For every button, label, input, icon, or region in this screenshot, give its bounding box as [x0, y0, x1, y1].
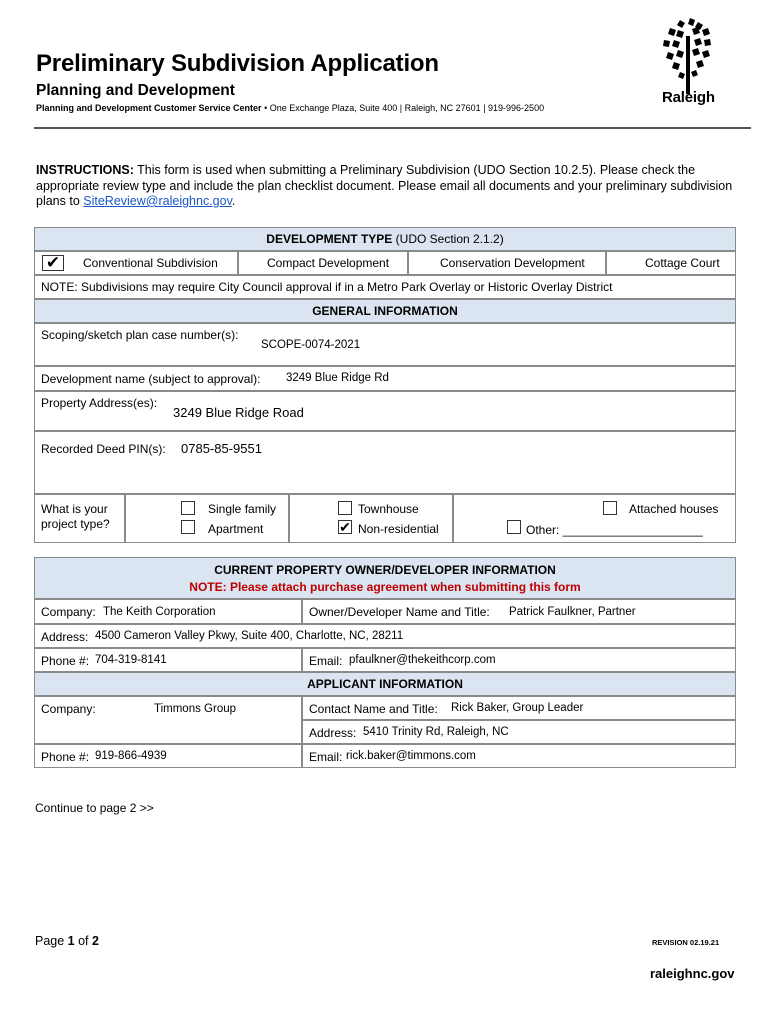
development-type-header — [34, 227, 736, 251]
applicant-contact-value[interactable]: Rick Baker, Group Leader — [451, 702, 584, 714]
page-title: Preliminary Subdivision Application — [36, 50, 439, 77]
applicant-address-cell[interactable] — [302, 720, 736, 744]
applicant-phone-value[interactable]: 919-866-4939 — [95, 750, 167, 762]
general-information-header: GENERAL INFORMATION — [34, 299, 736, 323]
development-type-ref: (UDO Section 2.1.2) — [392, 232, 504, 246]
property-address-row[interactable] — [34, 391, 736, 431]
attached-other-types-cell — [453, 494, 736, 543]
site-review-email-link[interactable]: SiteReview@raleighnc.gov — [83, 194, 232, 208]
header-divider — [34, 127, 751, 129]
page-prefix: Page — [35, 934, 68, 948]
townhouse-checkbox[interactable] — [338, 501, 352, 515]
scoping-case-label: Scoping/sketch plan case number(s): — [41, 328, 239, 342]
development-name-row[interactable] — [34, 366, 736, 391]
applicant-company-cell[interactable] — [34, 696, 302, 744]
page-of: of — [74, 934, 92, 948]
owner-company-cell[interactable] — [34, 599, 302, 624]
instructions-end: . — [231, 194, 236, 208]
applicant-information-header: APPLICANT INFORMATION — [34, 672, 736, 696]
revision-label: REVISION 02.19.21 — [652, 938, 720, 947]
contact-center: Planning and Development Customer Service Center — [36, 103, 262, 113]
other-residential-types-cell — [289, 494, 453, 543]
conventional-subdivision-label: Conventional Subdivision — [83, 256, 218, 270]
single-family-label: Single family — [208, 502, 277, 516]
owner-name-cell[interactable] — [302, 599, 736, 624]
apartment-checkbox[interactable] — [181, 520, 195, 534]
owner-address-row[interactable] — [34, 624, 736, 648]
applicant-address-value[interactable]: 5410 Trinity Rd, Raleigh, NC — [363, 726, 509, 738]
applicant-email-label: Email: — [309, 750, 343, 764]
applicant-company-label: Company: — [41, 702, 96, 716]
instructions — [36, 163, 736, 210]
single-family-checkbox[interactable] — [181, 501, 195, 515]
deed-pin-label: Recorded Deed PIN(s): — [41, 442, 166, 456]
apartment-label: Apartment — [208, 522, 264, 536]
applicant-email-value[interactable]: rick.baker@timmons.com — [346, 750, 476, 762]
conventional-subdivision-checkbox[interactable]: ✔ — [42, 255, 64, 271]
development-name-label: Development name (subject to approval): — [41, 372, 261, 386]
deed-pin-row[interactable] — [34, 431, 736, 494]
owner-developer-header — [34, 557, 736, 599]
applicant-email-cell[interactable] — [302, 744, 736, 768]
owner-company-label: Company: — [41, 605, 96, 619]
applicant-contact-label: Contact Name and Title: — [309, 702, 438, 716]
option-conservation-development[interactable] — [408, 251, 606, 275]
instructions-label: INSTRUCTIONS: — [36, 163, 134, 177]
conservation-development-label: Conservation Development — [440, 256, 585, 270]
other-checkbox[interactable] — [507, 520, 521, 534]
residential-types-cell — [125, 494, 289, 543]
owner-company-value[interactable]: The Keith Corporation — [103, 606, 216, 618]
owner-phone-label: Phone #: — [41, 654, 90, 668]
page-total: 2 — [92, 934, 99, 948]
other-label[interactable]: Other: _____________________ — [526, 523, 703, 537]
instructions-text: This form is used when submitting a Preliminary Subdivision (UDO Section 10.2.5). Please check the appropriate review type and include the plan checklist document. Please email all documents and your preliminary subdivision plans to — [36, 163, 733, 208]
applicant-phone-label: Phone #: — [41, 750, 90, 764]
project-type-question-cell — [34, 494, 125, 543]
development-name-value[interactable]: 3249 Blue Ridge Rd — [286, 372, 389, 384]
property-address-label: Property Address(es): — [41, 396, 158, 410]
applicant-company-value[interactable]: Timmons Group — [154, 703, 237, 715]
cottage-court-label: Cottage Court — [645, 256, 720, 270]
overlay-note-text: NOTE: Subdivisions may require City Council approval if in a Metro Park Overlay or Historic Overlay District — [41, 280, 613, 294]
project-type-question: What is your project type? — [41, 502, 110, 531]
applicant-contact-cell[interactable] — [302, 696, 736, 720]
page-current: 1 — [67, 934, 75, 948]
option-conventional-subdivision[interactable] — [34, 251, 238, 275]
applicant-phone-cell[interactable] — [34, 744, 302, 768]
owner-name-label: Owner/Developer Name and Title: — [309, 605, 490, 619]
owner-name-value[interactable]: Patrick Faulkner, Partner — [509, 606, 636, 618]
owner-phone-value[interactable]: 704-319-8141 — [95, 654, 167, 666]
attached-houses-checkbox[interactable] — [603, 501, 617, 515]
property-address-value[interactable]: 3249 Blue Ridge Road — [173, 405, 304, 420]
townhouse-label: Townhouse — [358, 502, 419, 516]
page-number — [35, 934, 99, 948]
owner-address-label: Address: — [41, 630, 89, 644]
non-residential-checkbox[interactable]: ✔ — [339, 519, 351, 535]
contact-line — [36, 103, 544, 113]
continue-to-page-2: Continue to page 2 >> — [35, 801, 154, 815]
owner-developer-heading: CURRENT PROPERTY OWNER/DEVELOPER INFORMATION — [214, 563, 556, 577]
department-subtitle: Planning and Development — [36, 82, 235, 99]
overlay-note — [34, 275, 736, 299]
purchase-agreement-note: NOTE: Please attach purchase agreement when submitting this form — [189, 580, 581, 594]
option-cottage-court[interactable] — [606, 251, 736, 275]
owner-email-value[interactable]: pfaulkner@thekeithcorp.com — [349, 654, 496, 666]
owner-phone-cell[interactable] — [34, 648, 302, 672]
contact-address: • One Exchange Plaza, Suite 400 | Raleigh, NC 27601 | 919-996-2500 — [261, 103, 545, 113]
non-residential-label: Non-residential — [358, 522, 439, 536]
owner-email-label: Email: — [309, 654, 343, 668]
owner-email-cell[interactable] — [302, 648, 736, 672]
scoping-case-value[interactable]: SCOPE-0074-2021 — [261, 339, 361, 351]
owner-address-value[interactable]: 4500 Cameron Valley Pkwy, Suite 400, Charlotte, NC, 28211 — [95, 630, 404, 642]
option-compact-development[interactable] — [238, 251, 408, 275]
scoping-case-row[interactable] — [34, 323, 736, 366]
compact-development-label: Compact Development — [267, 256, 390, 270]
site-url[interactable]: raleighnc.gov — [650, 966, 735, 981]
attached-houses-label: Attached houses — [629, 502, 719, 516]
development-type-heading: DEVELOPMENT TYPE — [266, 232, 393, 246]
logo-wordmark: Raleigh — [662, 89, 715, 106]
applicant-address-label: Address: — [309, 726, 357, 740]
deed-pin-value[interactable]: 0785-85-9551 — [181, 441, 262, 456]
